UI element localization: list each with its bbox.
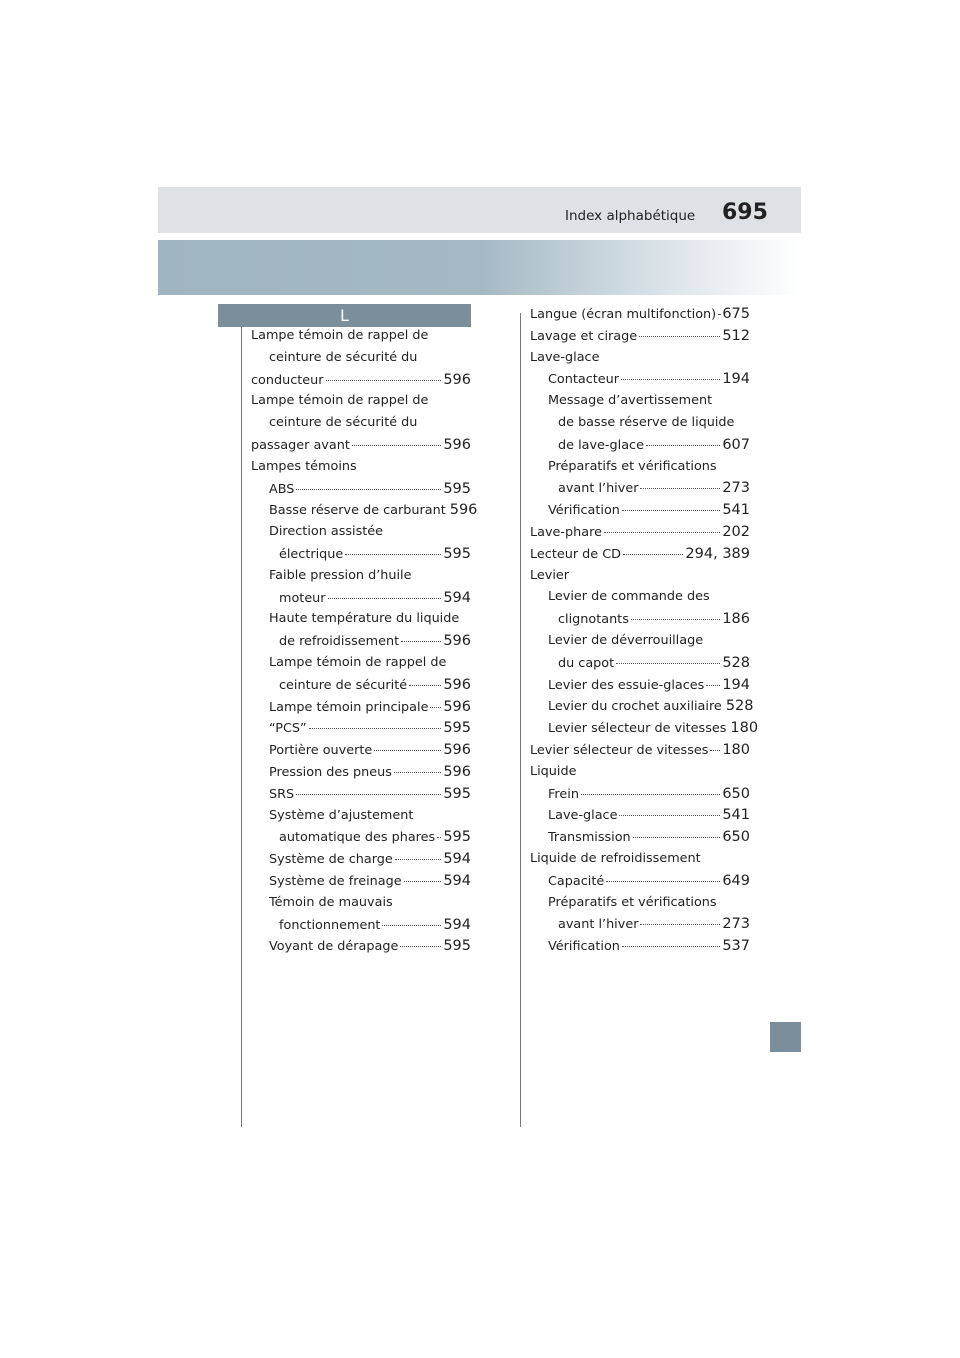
leader-dots bbox=[646, 445, 720, 446]
index-entry bbox=[251, 873, 471, 895]
index-entry-page: 512 bbox=[722, 327, 750, 344]
index-entry-page: 186 bbox=[722, 611, 750, 628]
index-entry-label: Système de freinage bbox=[269, 873, 402, 889]
index-entry-page: 202 bbox=[722, 523, 750, 540]
index-entry-page: 596 bbox=[443, 698, 471, 715]
index-entry bbox=[530, 306, 750, 328]
index-entry-page: 528 bbox=[725, 698, 754, 715]
index-entry-page: 273 bbox=[722, 480, 750, 497]
header-band bbox=[158, 240, 801, 295]
leader-dots bbox=[401, 641, 441, 642]
index-entry bbox=[530, 807, 750, 829]
index-entry-label: Préparatifs et vérifications bbox=[548, 894, 717, 910]
index-entry-label: Liquide de refroidissement bbox=[530, 850, 701, 866]
index-entry-label: avant l’hiver bbox=[558, 481, 639, 497]
index-entry bbox=[530, 350, 750, 372]
index-entry-label: avant l’hiver bbox=[558, 917, 639, 933]
index-entry-page: 594 bbox=[443, 589, 471, 606]
index-entry-label: Levier sélecteur de vitesses bbox=[530, 742, 709, 758]
index-entry-label: “PCS” bbox=[269, 721, 307, 737]
index-entry bbox=[251, 393, 471, 415]
index-entry-label: conducteur bbox=[251, 372, 324, 388]
leader-dots bbox=[606, 881, 720, 882]
index-entry-page: 607 bbox=[722, 436, 750, 453]
leader-dots bbox=[400, 946, 441, 947]
index-entry bbox=[251, 546, 471, 568]
index-entry bbox=[530, 720, 759, 742]
index-entry bbox=[251, 328, 471, 350]
index-entry bbox=[530, 895, 750, 917]
index-entry-page: 596 bbox=[449, 502, 478, 519]
index-entry-page: 595 bbox=[443, 938, 471, 955]
index-column-right bbox=[530, 306, 759, 960]
index-entry-page: 528 bbox=[722, 654, 750, 671]
index-entry-label: Lave-phare bbox=[530, 524, 602, 540]
leader-dots bbox=[621, 379, 720, 380]
index-entry-label: Lampe témoin de rappel de bbox=[251, 328, 429, 343]
index-entry-label: Lave-glace bbox=[530, 349, 600, 365]
index-entry bbox=[251, 808, 471, 830]
leader-dots bbox=[374, 750, 441, 751]
index-entry-label: Message d’avertissement bbox=[548, 393, 713, 409]
leader-dots bbox=[633, 837, 721, 838]
index-entry-label: Faible pression d’huile bbox=[269, 567, 412, 583]
index-entry-label: Voyant de dérapage bbox=[269, 939, 399, 955]
index-entry bbox=[530, 851, 750, 873]
leader-dots bbox=[622, 946, 720, 947]
leader-dots bbox=[394, 772, 441, 773]
index-entry-label: Liquide bbox=[530, 763, 577, 779]
leader-dots bbox=[328, 598, 442, 599]
index-entry bbox=[530, 786, 750, 808]
index-entry-label: Témoin de mauvais bbox=[269, 894, 393, 910]
index-entry bbox=[251, 829, 471, 851]
leader-dots bbox=[430, 707, 441, 708]
index-entry bbox=[251, 568, 471, 590]
leader-dots bbox=[616, 663, 720, 664]
leader-dots bbox=[640, 488, 720, 489]
index-entry-page: 541 bbox=[722, 502, 750, 519]
index-entry-page: 595 bbox=[443, 785, 471, 802]
index-entry-label: ABS bbox=[269, 481, 295, 497]
leader-dots bbox=[706, 685, 720, 686]
leader-dots bbox=[345, 554, 441, 555]
index-entry-label: Vérification bbox=[548, 503, 620, 519]
index-entry-label: Vérification bbox=[548, 939, 620, 955]
index-entry-label: Haute température du liquide bbox=[269, 611, 460, 627]
index-entry-label: Lave-glace bbox=[548, 808, 618, 824]
index-entry bbox=[251, 350, 471, 372]
index-entry-label: de refroidissement bbox=[279, 634, 400, 650]
leader-dots bbox=[326, 380, 442, 381]
index-entry-label: clignotants bbox=[558, 612, 629, 628]
index-entry bbox=[251, 699, 471, 721]
leader-dots bbox=[622, 510, 720, 511]
index-entry bbox=[530, 328, 750, 350]
index-entry-page: 595 bbox=[443, 829, 471, 846]
index-entry-label: Système de charge bbox=[269, 852, 393, 868]
index-entry bbox=[530, 916, 750, 938]
index-entry-page: 596 bbox=[443, 371, 471, 388]
index-entry-label: ceinture de sécurité bbox=[279, 677, 408, 693]
section-letter: L bbox=[218, 304, 471, 327]
index-entry-page: 596 bbox=[443, 633, 471, 650]
leader-dots bbox=[437, 837, 441, 838]
index-entry bbox=[530, 589, 750, 611]
index-entry-page: 675 bbox=[722, 306, 750, 322]
index-entry-label: Lampes témoins bbox=[251, 458, 357, 474]
index-entry bbox=[530, 764, 750, 786]
index-entry-label: Lampe témoin de rappel de bbox=[269, 654, 447, 670]
index-entry-label: Direction assistée bbox=[269, 524, 384, 540]
leader-dots bbox=[382, 925, 441, 926]
index-entry-page: 594 bbox=[443, 872, 471, 889]
leader-dots bbox=[581, 794, 720, 795]
index-entry-page: 541 bbox=[722, 807, 750, 824]
index-entry-label: SRS bbox=[269, 786, 295, 802]
index-entry bbox=[251, 851, 471, 873]
index-entry-label: Lampe témoin de rappel de bbox=[251, 393, 429, 409]
index-entry-label: Lavage et cirage bbox=[530, 328, 638, 344]
header-title: Index alphabétique bbox=[565, 208, 696, 224]
index-entry-label: automatique des phares bbox=[279, 830, 436, 846]
index-entry bbox=[530, 371, 750, 393]
index-entry-label: Levier de commande des bbox=[548, 589, 710, 605]
index-entry-label: fonctionnement bbox=[279, 917, 381, 933]
index-entry-page: 594 bbox=[443, 851, 471, 868]
index-entry bbox=[530, 415, 750, 437]
index-entry-page: 596 bbox=[443, 676, 471, 693]
index-entry-page: 194 bbox=[722, 676, 750, 693]
index-entry-page: 194 bbox=[722, 371, 750, 388]
index-entry bbox=[251, 481, 471, 503]
index-entry-label: Basse réserve de carburant bbox=[269, 503, 446, 519]
index-entry bbox=[530, 502, 750, 524]
index-entry bbox=[530, 546, 750, 568]
index-entry bbox=[530, 873, 750, 895]
index-entry bbox=[251, 786, 471, 808]
index-entry bbox=[251, 633, 471, 655]
index-entry-label: Pression des pneus bbox=[269, 764, 392, 780]
leader-dots bbox=[296, 489, 441, 490]
index-entry-page: 596 bbox=[443, 742, 471, 759]
index-entry-label: ceinture de sécurité du bbox=[269, 415, 418, 431]
page-header bbox=[158, 187, 801, 233]
index-entry-page: 180 bbox=[730, 720, 759, 737]
thumb-tab bbox=[770, 1022, 801, 1052]
index-column-left bbox=[251, 328, 478, 960]
index-entry-label: Lecteur de CD bbox=[530, 546, 621, 562]
index-entry bbox=[530, 480, 750, 502]
index-entry bbox=[251, 917, 471, 939]
index-entry-page: 650 bbox=[722, 829, 750, 846]
index-entry-page: 294, 389 bbox=[685, 545, 750, 562]
leader-dots bbox=[710, 750, 720, 751]
index-entry-label: de basse réserve de liquide bbox=[558, 414, 735, 430]
index-entry-label: électrique bbox=[279, 546, 344, 562]
leader-dots bbox=[352, 445, 441, 446]
index-entry-page: 595 bbox=[443, 545, 471, 562]
leader-dots bbox=[623, 554, 683, 555]
index-entry-label: de lave-glace bbox=[558, 437, 644, 453]
index-entry-label: Levier de déverrouillage bbox=[548, 632, 704, 648]
index-entry bbox=[530, 437, 750, 459]
index-entry-label: Levier des essuie-glaces bbox=[548, 677, 705, 693]
index-entry bbox=[530, 524, 750, 546]
index-entry-label: Levier du crochet auxiliaire bbox=[548, 699, 722, 715]
index-entry bbox=[251, 590, 471, 612]
index-entry-page: 596 bbox=[443, 763, 471, 780]
index-entry bbox=[530, 393, 750, 415]
index-entry-label: Transmission bbox=[548, 830, 631, 846]
index-entry bbox=[251, 437, 471, 459]
index-entry bbox=[530, 698, 754, 720]
index-entry-label: du capot bbox=[558, 655, 615, 671]
leader-dots bbox=[619, 815, 720, 816]
leader-dots bbox=[395, 859, 442, 860]
index-entry-label: Langue (écran multifonction) bbox=[530, 307, 717, 322]
index-entry bbox=[251, 677, 471, 699]
index-entry bbox=[530, 677, 750, 699]
leader-dots bbox=[718, 314, 720, 315]
index-entry bbox=[251, 720, 471, 742]
index-entry-label: Portière ouverte bbox=[269, 743, 373, 759]
index-entry-page: 537 bbox=[722, 938, 750, 955]
index-entry bbox=[251, 764, 471, 786]
index-entry bbox=[530, 611, 750, 633]
index-entry bbox=[251, 415, 471, 437]
index-entry bbox=[251, 938, 471, 960]
index-entry-label: moteur bbox=[279, 590, 326, 606]
index-entry bbox=[530, 633, 750, 655]
index-entry bbox=[251, 895, 471, 917]
index-entry-label: Préparatifs et vérifications bbox=[548, 458, 717, 474]
leader-dots bbox=[404, 881, 442, 882]
index-entry-page: 649 bbox=[722, 872, 750, 889]
index-entry bbox=[251, 655, 471, 677]
index-entry bbox=[530, 938, 750, 960]
index-entry bbox=[530, 568, 750, 590]
left-column-rule bbox=[241, 305, 242, 1127]
index-entry bbox=[251, 502, 478, 524]
index-entry bbox=[251, 611, 471, 633]
leader-dots bbox=[296, 794, 441, 795]
index-entry-page: 594 bbox=[443, 916, 471, 933]
leader-dots bbox=[640, 924, 720, 925]
index-entry-label: Levier bbox=[530, 567, 570, 583]
index-entry-label: Capacité bbox=[548, 873, 605, 889]
index-entry-label: ceinture de sécurité du bbox=[269, 349, 418, 365]
index-entry-page: 273 bbox=[722, 916, 750, 933]
index-entry-label: Lampe témoin principale bbox=[269, 699, 429, 715]
leader-dots bbox=[631, 619, 720, 620]
index-entry bbox=[251, 372, 471, 394]
index-entry-label: Frein bbox=[548, 786, 579, 802]
index-entry-page: 595 bbox=[443, 720, 471, 737]
index-entry-label: Contacteur bbox=[548, 372, 620, 388]
index-entry-page: 650 bbox=[722, 785, 750, 802]
index-entry-label: Système d’ajustement bbox=[269, 807, 414, 823]
index-entry bbox=[530, 829, 750, 851]
leader-dots bbox=[604, 532, 720, 533]
index-entry-page: 595 bbox=[443, 480, 471, 497]
index-entry bbox=[251, 459, 471, 481]
index-entry-label: Levier sélecteur de vitesses bbox=[548, 721, 727, 737]
leader-dots bbox=[309, 728, 442, 729]
index-entry bbox=[530, 655, 750, 677]
leader-dots bbox=[409, 685, 441, 686]
index-entry bbox=[530, 459, 750, 481]
index-entry bbox=[251, 524, 471, 546]
leader-dots bbox=[639, 336, 720, 337]
page-number: 695 bbox=[722, 200, 768, 225]
index-entry-label: passager avant bbox=[251, 437, 350, 453]
index-entry bbox=[251, 742, 471, 764]
index-entry-page: 596 bbox=[443, 436, 471, 453]
index-entry bbox=[530, 742, 750, 764]
middle-column-rule bbox=[520, 313, 521, 1127]
index-entry-page: 180 bbox=[722, 741, 750, 758]
